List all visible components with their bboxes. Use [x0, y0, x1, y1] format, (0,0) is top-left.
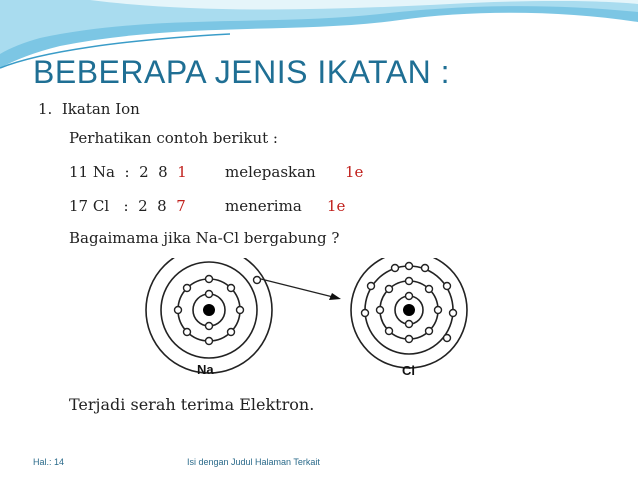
cl-separator: : [123, 197, 129, 215]
footer-subtitle: Isi dengan Judul Halaman Terkait [187, 457, 320, 467]
na-electrons: 1e [345, 163, 364, 181]
na-nucleus [203, 304, 215, 316]
na-config: 2 8 [139, 163, 168, 181]
question-text: Bagaimama jika Na-Cl bergabung ? [69, 229, 340, 247]
slide-title: BEBERAPA JENIS IKATAN : [33, 54, 450, 90]
na-valence: 1 [177, 163, 187, 181]
electron-transfer-diagram [133, 258, 491, 382]
na-element: 11 Na [69, 163, 115, 181]
cl-nucleus [403, 304, 415, 316]
na-separator: : [124, 163, 130, 181]
cl-label: Cl [402, 363, 415, 378]
cl-configuration-line [69, 197, 346, 215]
list-item-ikatan-ion [38, 100, 140, 118]
cl-config: 2 8 [138, 197, 167, 215]
cl-electrons: 1e [327, 197, 346, 215]
item-number: 1. [38, 100, 53, 118]
intro-text: Perhatikan contoh berikut : [69, 129, 278, 147]
footer-page-number: Hal.: 14 [33, 457, 65, 467]
na-configuration-line [69, 163, 364, 181]
cl-valence: 7 [176, 197, 186, 215]
na-label: Na [197, 362, 214, 377]
item-title: Ikatan Ion [61, 100, 140, 118]
cl-action: menerima [225, 197, 302, 215]
cl-element: 17 Cl [69, 197, 110, 215]
conclusion-text: Terjadi serah terima Elektron. [69, 395, 315, 414]
na-action: melepaskan [225, 163, 316, 181]
